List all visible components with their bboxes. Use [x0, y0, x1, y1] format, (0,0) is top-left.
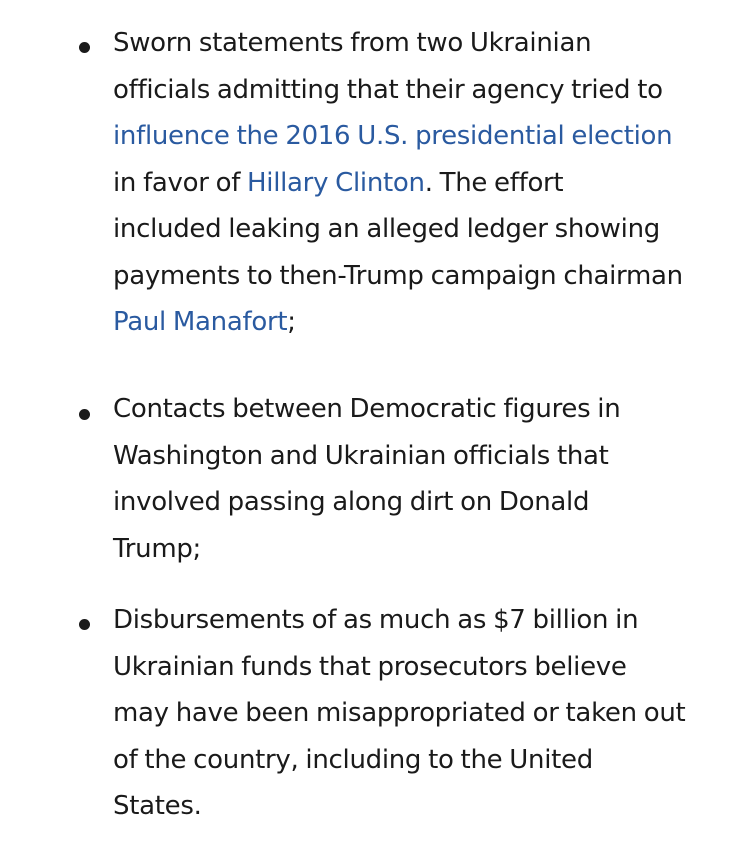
text-segment: involved passing along dirt on Donald — [113, 487, 590, 517]
text-line — [113, 206, 733, 253]
text-line — [113, 386, 733, 433]
bullet-text — [113, 20, 733, 346]
text-line — [113, 783, 733, 830]
text-segment: Sworn statements from two Ukrainian — [113, 28, 592, 58]
text-segment: Disbursements of as much as $7 billion in — [113, 605, 639, 635]
text-line — [113, 690, 733, 737]
text-line — [113, 644, 733, 691]
text-segment: in favor of — [113, 167, 248, 198]
bullet-dot-icon — [79, 42, 90, 53]
text-line — [113, 20, 733, 67]
text-line — [113, 299, 733, 346]
text-segment: included leaking an alleged ledger showing — [113, 214, 660, 244]
text-segment: may have been misappropriated or taken out — [113, 698, 686, 728]
bullet-dot-icon — [79, 409, 90, 420]
inline-link[interactable]: Hillary Clinton — [247, 167, 425, 198]
text-segment: States. — [113, 791, 202, 821]
text-line — [113, 526, 733, 573]
bullet-dot-icon — [79, 619, 90, 630]
text-line — [113, 67, 733, 114]
text-line — [113, 433, 733, 480]
inline-link[interactable]: influence the 2016 U.S. presidential election — [113, 121, 673, 151]
text-segment: Ukrainian funds that prosecutors believe — [113, 651, 627, 682]
text-line — [113, 253, 733, 300]
text-segment: Trump; — [113, 533, 202, 564]
text-segment: officials admitting that their agency tried to — [113, 74, 663, 105]
text-segment: Washington and Ukrainian officials that — [113, 440, 609, 471]
text-segment: Contacts between Democratic figures in — [113, 394, 621, 424]
text-line — [113, 737, 733, 784]
text-line — [113, 160, 733, 207]
text-line — [113, 597, 733, 644]
text-line — [113, 479, 733, 526]
text-segment: payments to then-Trump campaign chairman — [113, 260, 683, 291]
bullet-text — [113, 597, 733, 830]
inline-link[interactable]: Paul Manafort — [113, 307, 288, 337]
text-segment: of the country, including to the United — [113, 744, 593, 775]
text-segment: . The effort — [424, 167, 564, 198]
bullet-text — [113, 386, 733, 572]
text-line — [113, 113, 733, 160]
text-segment: ; — [287, 307, 296, 337]
